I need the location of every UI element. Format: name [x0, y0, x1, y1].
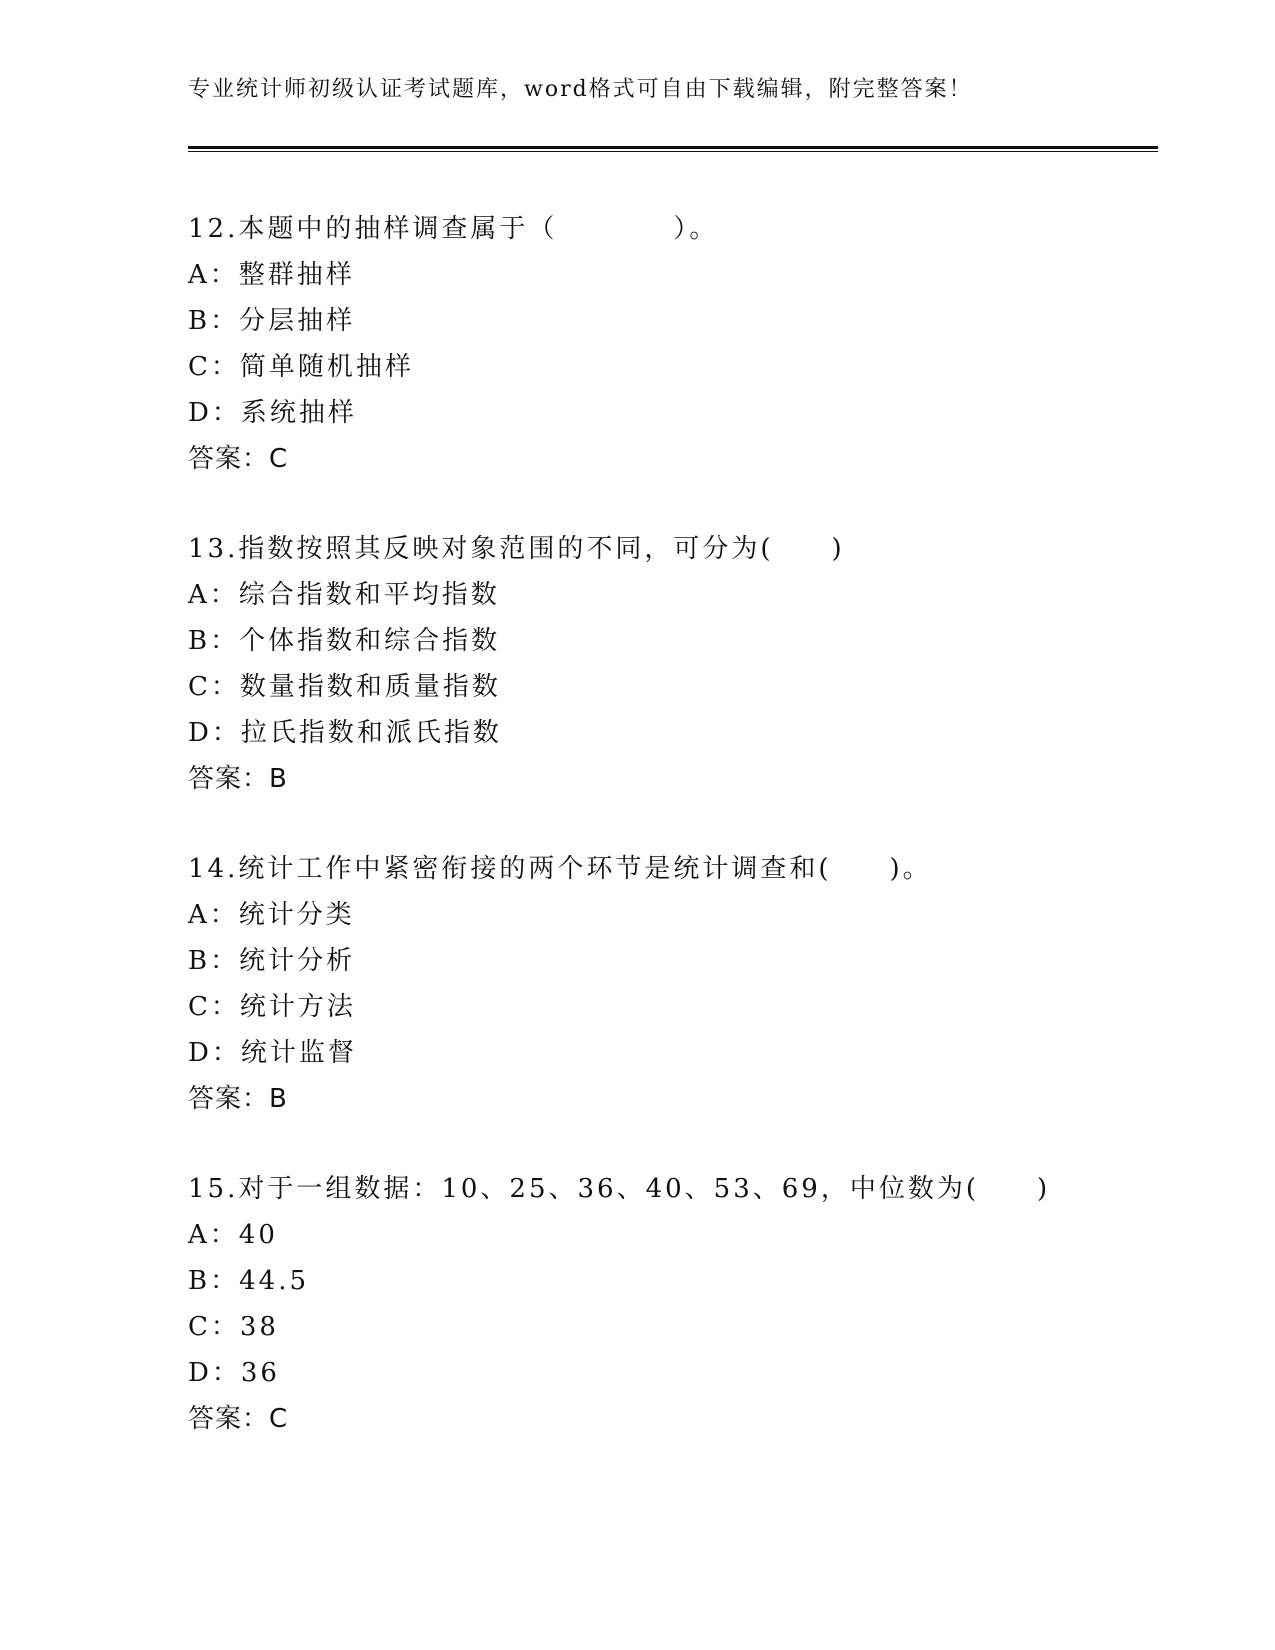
header-divider-thin: [188, 151, 1158, 152]
question-stem: 14.统计工作中紧密衔接的两个环节是统计调查和( )。: [188, 854, 932, 884]
option-c: C：38: [188, 1312, 279, 1342]
option-c: C：简单随机抽样: [188, 352, 414, 382]
question-12: [188, 206, 718, 482]
option-c: C：数量指数和质量指数: [188, 672, 501, 702]
option-d: D：统计监督: [188, 1038, 357, 1068]
option-a: A：40: [188, 1220, 278, 1250]
question-stem: 12.本题中的抽样调查属于（ ）。: [188, 214, 719, 244]
option-a: A：整群抽样: [188, 260, 355, 290]
option-b: B：个体指数和综合指数: [188, 626, 501, 656]
answer-line: 答案：C: [188, 444, 289, 474]
question-15: [188, 1166, 1050, 1442]
question-13: [188, 526, 845, 802]
option-b: B：分层抽样: [188, 306, 356, 336]
header-divider-thick: [188, 146, 1158, 149]
option-a: A：统计分类: [188, 900, 355, 930]
answer-line: 答案：B: [188, 764, 288, 794]
question-14: [188, 846, 932, 1122]
option-b: B：44.5: [188, 1266, 309, 1296]
option-a: A：综合指数和平均指数: [188, 580, 500, 610]
option-d: D：系统抽样: [188, 398, 357, 428]
question-stem: 15.对于一组数据：10、25、36、40、53、69，中位数为( ): [188, 1174, 1051, 1204]
option-c: C：统计方法: [188, 992, 356, 1022]
answer-line: 答案：C: [188, 1404, 289, 1434]
option-b: B：统计分析: [188, 946, 356, 976]
option-d: D：36: [188, 1358, 280, 1388]
option-d: D：拉氏指数和派氏指数: [188, 718, 502, 748]
document-header: 专业统计师初级认证考试题库，word格式可自由下载编辑，附完整答案！: [188, 77, 973, 102]
question-stem: 13.指数按照其反映对象范围的不同，可分为( ): [188, 534, 845, 564]
answer-line: 答案：B: [188, 1084, 288, 1114]
